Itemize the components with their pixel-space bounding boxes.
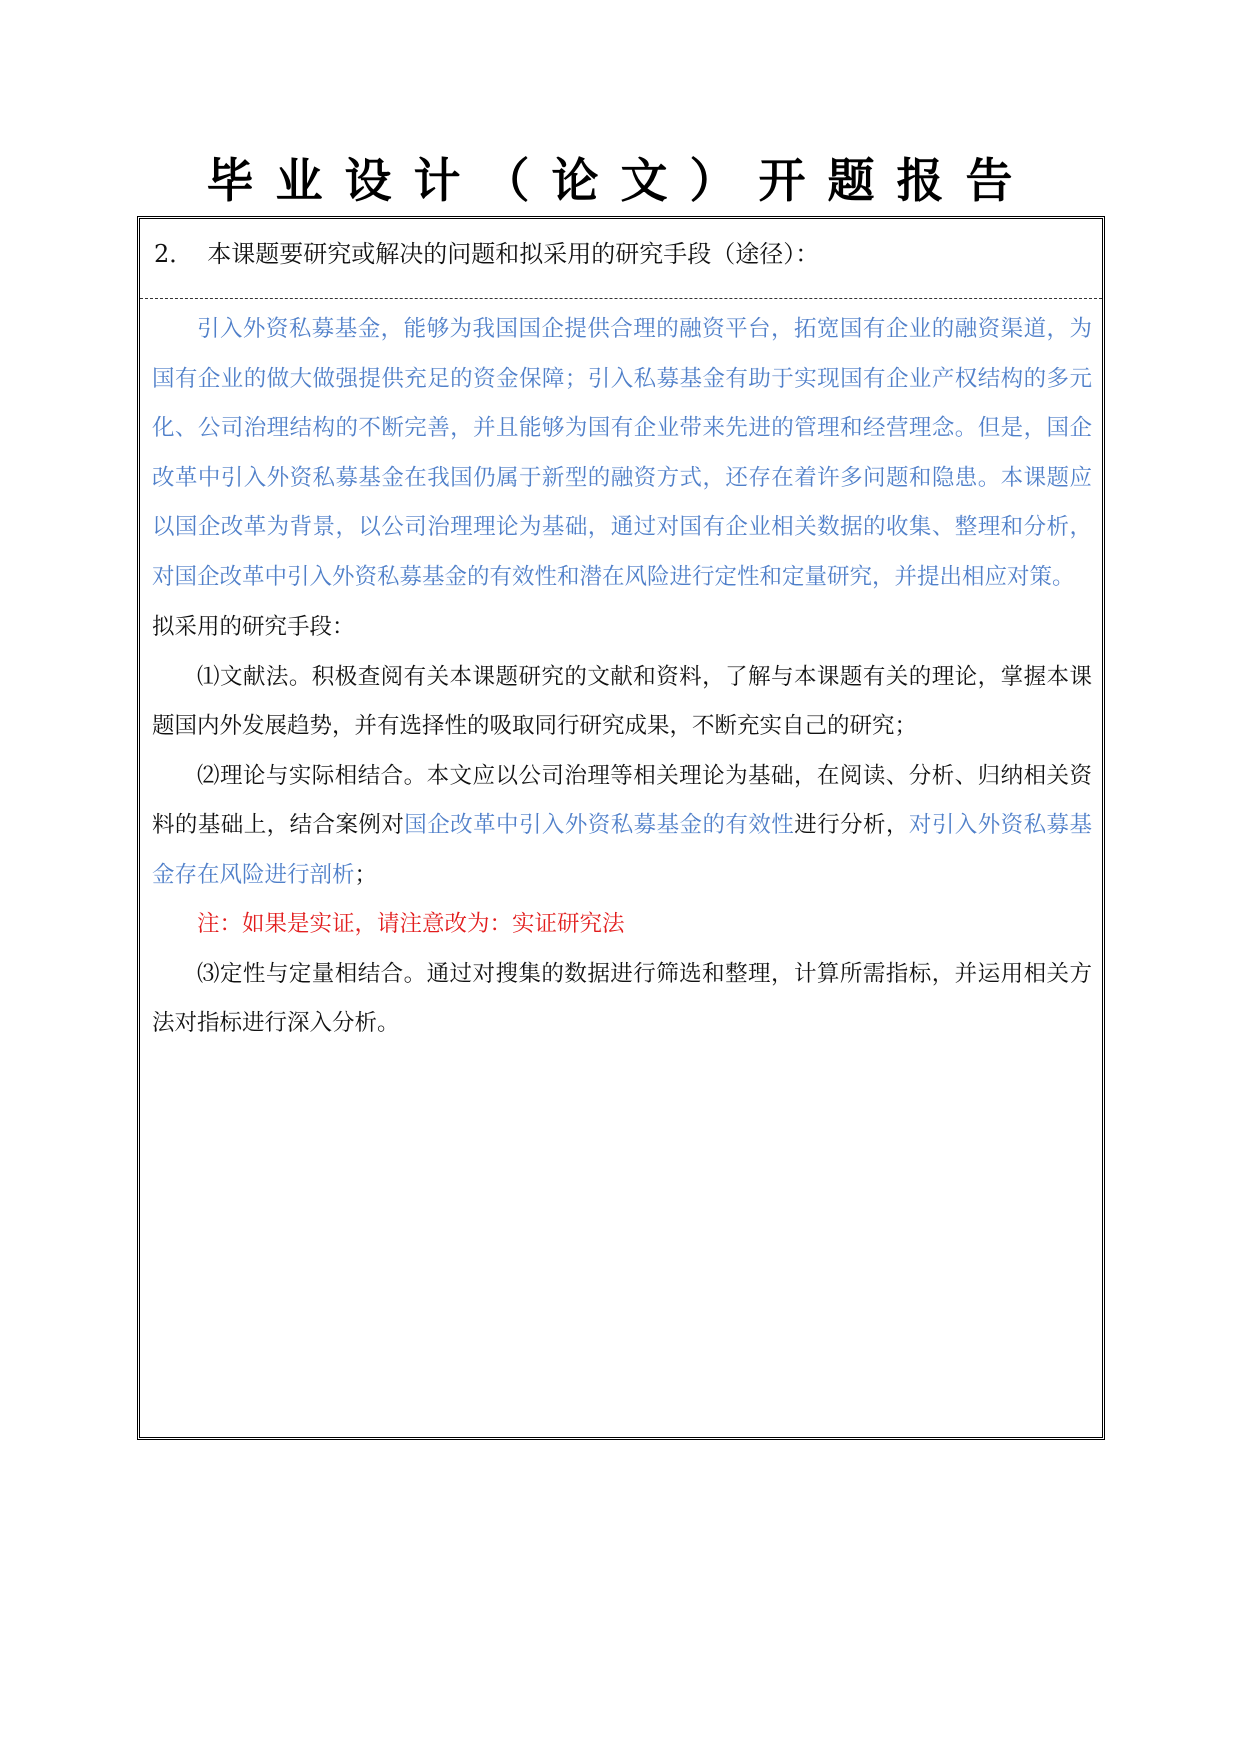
section-number: 2． bbox=[154, 240, 194, 268]
method-1: ⑴文献法。积极查阅有关本课题研究的文献和资料，了解与本课题有关的理论，掌握本课题国内外发展趋势，并有选择性的吸取同行研究成果，不断充实自己的研究； bbox=[152, 663, 1092, 739]
note-text: 注：如果是实证，请注意改为：实证研究法 bbox=[197, 911, 625, 937]
section-title: 本课题要研究或解决的问题和拟采用的研究手段（途径）： bbox=[207, 240, 820, 268]
method-2-text-b: 进行分析， bbox=[794, 812, 909, 838]
method-2-highlight-b: 对引入外资私募基金存在风险进行剖析 bbox=[152, 812, 1092, 888]
report-frame bbox=[137, 216, 1105, 1440]
intro-paragraph: 引入外资私募基金，能够为我国国企提供合理的融资平台，拓宽国有企业的融资渠道，为国有企业的做大做强提供充足的资金保障；引入私募基金有助于实现国有企业产权结构的多元化、公司治理结构的不断完善，并且能够为国有企业带来先进的管理和经营理念。但是，国企改革中引入外资私募基金在我国仍属于新型的融资方式，还存在着许多问题和隐患。本课题应以国企改革为背景，以公司治理理论为基础，通过对国有企业相关数据的收集、整理和分析，对国企改革中引入外资私募基金的有效性和潜在风险进行定性和定量研究，并提出相应对策。 bbox=[152, 316, 1092, 590]
section-heading bbox=[154, 239, 819, 269]
methods-label: 拟采用的研究手段： bbox=[152, 614, 355, 640]
intro-block bbox=[152, 305, 1092, 602]
method-3: ⑶定性与定量相结合。通过对搜集的数据进行筛选和整理，计算所需指标，并运用相关方法对指标进行深入分析。 bbox=[152, 960, 1092, 1036]
method-2 bbox=[152, 752, 1092, 901]
document-title: 毕业设计（论文）开题报告 bbox=[206, 154, 1035, 209]
method-2-text-a: ⑵理论与实际相结合。本文应以公司治理等相关理论为基础，在阅读、分析、归纳相关资料的基础上，结合案例对 bbox=[152, 762, 1092, 838]
dashed-divider bbox=[140, 298, 1102, 299]
methods-block bbox=[152, 603, 1092, 1049]
method-2-highlight-a: 国企改革中引入外资私募基金的有效性 bbox=[404, 812, 795, 838]
method-2-text-c: ； bbox=[354, 861, 378, 888]
